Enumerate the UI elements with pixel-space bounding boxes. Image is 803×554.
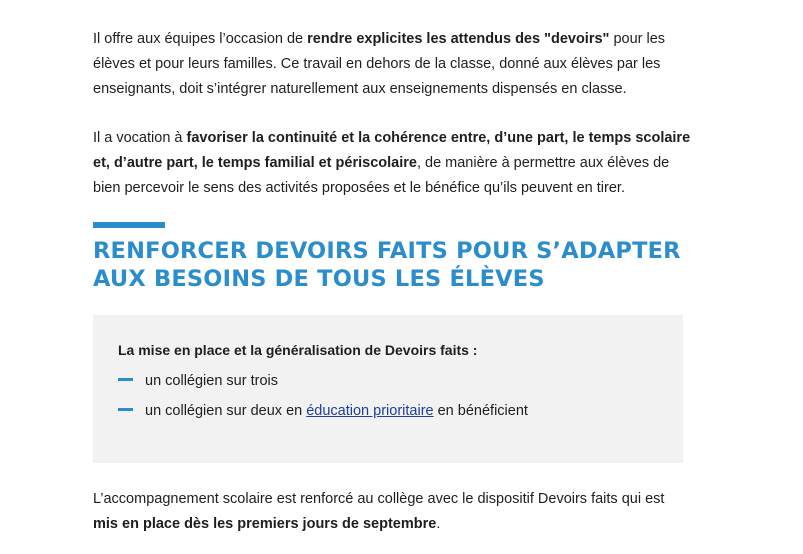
dash-bullet-icon xyxy=(118,408,133,411)
emphasis-text: rendre explicites les attendus des "devoirs" xyxy=(307,31,610,47)
article-content xyxy=(93,27,693,537)
list-item: un collégien sur trois xyxy=(118,371,683,391)
info-list xyxy=(118,371,683,421)
emphasis-text: mis en place dès les premiers jours de septembre xyxy=(93,516,437,532)
paragraph-intro: Il offre aux équipes l’occasion de rendre explicites les attendus des "devoirs" pour les élèves et pour leurs familles. Ce travail en dehors de la classe, donné aux élèves par les enseignants, doit s’intégrer naturellement aux enseignements dispensés en classe. xyxy=(93,31,666,97)
dash-bullet-icon xyxy=(118,378,133,381)
education-prioritaire-link[interactable]: éducation prioritaire xyxy=(306,403,434,419)
info-box xyxy=(93,315,683,463)
section-heading: RENFORCER DEVOIRS FAITS POUR S’ADAPTER AUX BESOINS DE TOUS LES ÉLÈVES xyxy=(93,238,681,292)
paragraph-accompagnement: L’accompagnement scolaire est renforcé au collège avec le dispositif Devoirs faits qui est mis en place dès les premiers jours de septembre. xyxy=(93,491,665,532)
list-item: un collégien sur deux en éducation prioritaire en bénéficient xyxy=(118,401,683,421)
paragraph-vocation: Il a vocation à favoriser la continuité et la cohérence entre, d’une part, le temps scolaire et, d’autre part, le temps familial et périscolaire, de manière à permettre aux élèves de bien percevoir le sens des activités proposées et le bénéfice qu’ils peuvent en tirer. xyxy=(93,130,691,196)
info-box-title: La mise en place et la généralisation de Devoirs faits : xyxy=(118,342,478,358)
emphasis-text: favoriser la continuité et la cohérence entre, d’une part, le temps scolaire et, d’autre part, le temps familial et périscolaire xyxy=(93,130,691,171)
heading-accent-bar xyxy=(93,222,165,228)
